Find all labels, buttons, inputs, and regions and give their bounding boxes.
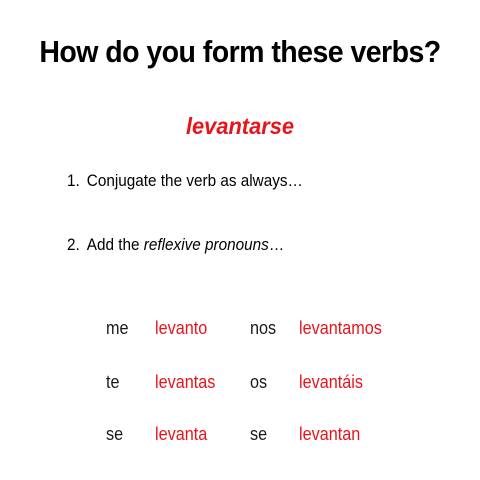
step-text: Conjugate the verb as always… [86, 171, 303, 190]
pronoun-singular: se [106, 424, 124, 444]
verb-form-plural: levantáis [299, 372, 363, 392]
verb-form-plural: levantamos [299, 318, 382, 338]
verb-form-singular: levantas [155, 372, 216, 392]
slide-title: How do you form these verbs? [39, 34, 441, 69]
step-item [67, 168, 303, 194]
verb-form-singular: levanto [155, 318, 208, 338]
step-text-emphasis: reflexive pronouns [143, 235, 269, 254]
step-item [67, 232, 284, 258]
pronoun-plural: os [250, 372, 268, 392]
conjugation-table [0, 315, 480, 455]
step-text-prefix: Add the [86, 235, 144, 254]
pronoun-singular: me [106, 318, 129, 338]
pronoun-plural: se [250, 424, 268, 444]
pronoun-singular: te [106, 372, 120, 392]
step-number: 2. [67, 235, 80, 254]
step-text-suffix: … [268, 235, 285, 254]
pronoun-plural: nos [250, 318, 277, 338]
verb-heading: levantarse [185, 113, 295, 139]
verb-form-singular: levanta [155, 424, 208, 444]
verb-form-plural: levantan [299, 424, 361, 444]
step-number: 1. [67, 171, 80, 190]
